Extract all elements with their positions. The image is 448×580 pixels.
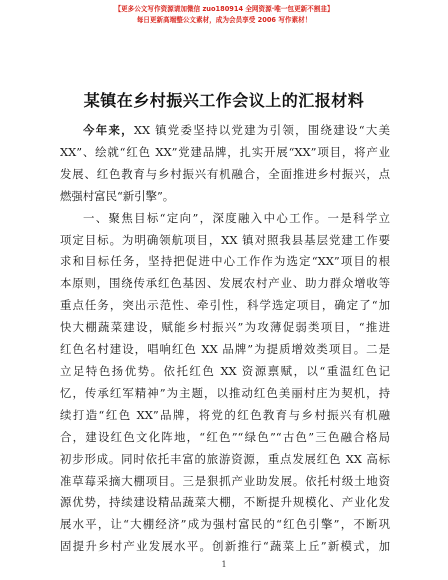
paragraph-line: 忆，传承红军精神”为主题，以推动红色美丽村庄为契机，持 xyxy=(60,385,390,400)
paragraph-line: 求和目标任务，坚持把促进中心工作作为选定“XX”项目的根 xyxy=(60,254,390,269)
promo-banner xyxy=(0,4,448,26)
paragraph-line: 立足特色扬优势。依托红色 XX 资源禀赋，以“重温红色记 xyxy=(60,363,390,378)
paragraph-line: 红色名村建设，唱响红色 XX 品牌”为提质增效类项目。二是 xyxy=(60,342,390,357)
paragraph-lead: 今年来， xyxy=(83,123,134,137)
paragraph-line: 续打造“红色 XX”品牌，将党的红色教育与乡村振兴有机融 xyxy=(60,407,390,422)
page-number: 1 xyxy=(221,560,227,569)
paragraph-line: 初步形成。同时依托丰富的旅游资源，重点发展红色 XX 高标 xyxy=(60,451,390,466)
paragraph-line xyxy=(60,120,390,142)
paragraph-line: 合，建设红色文化阵地，“红色”“绿色”“古色”三色融合格局 xyxy=(60,429,390,444)
promo-line-1: 【更多公文写作资源请加微信 zuo180914 全网资源·唯一包更新不割韭】 xyxy=(114,5,334,13)
paragraph-2 xyxy=(60,208,390,559)
paragraph-line: 项定目标。为明确领航项目，XX 镇对照我县基层党建工作要 xyxy=(60,232,390,247)
paragraph-line: 展水平，让“大棚经济”成为强村富民的“红色引擎”，不断巩 xyxy=(60,517,390,532)
paragraph-line: 源优势，持续建设精品蔬菜大棚，不断提升规模化、产业化发 xyxy=(60,495,390,510)
paragraph-line: 燃强村富民“新引擎”。 xyxy=(60,188,175,203)
document-title: 某镇在乡村振兴工作会议上的汇报材料 xyxy=(83,91,365,110)
paragraph-line: 准草莓采摘大棚项目。三是狠抓产业助发展。依托村级土地资 xyxy=(60,473,390,488)
paragraph-line: 固提升乡村产业发展水平。创新推行“蔬菜上丘”新模式，加 xyxy=(60,539,390,554)
paragraph-line: 重点任务，突出示范性、牵引性，科学选定项目，确定了“加 xyxy=(60,298,390,313)
document-body xyxy=(60,120,390,558)
paragraph-line: 发展、红色教育与乡村振兴有机融合，全面推进乡村振兴，点 xyxy=(60,166,390,181)
paragraph-line-text: XX 镇党委坚持以党建为引领，围绕建设“大美 xyxy=(133,123,390,137)
paragraph-line: 快大棚蔬菜建设，赋能乡村振兴”为攻薄促弱类项目，“推进 xyxy=(60,320,390,335)
paragraph-1 xyxy=(60,120,390,208)
paragraph-line: XX”、绘就“红色 XX”党建品牌，扎实开展“XX”项目，将产业 xyxy=(60,144,390,159)
paragraph-line: 本原则，围绕传承红色基因、发展农村产业、助力群众增收等 xyxy=(60,276,390,291)
paragraph-line: 一、聚焦目标“定向”，深度融入中心工作。一是科学立 xyxy=(83,210,390,225)
promo-line-2: 每日更新高端整公文素材，成为会员享受 2006 写作素材！ xyxy=(136,16,312,24)
